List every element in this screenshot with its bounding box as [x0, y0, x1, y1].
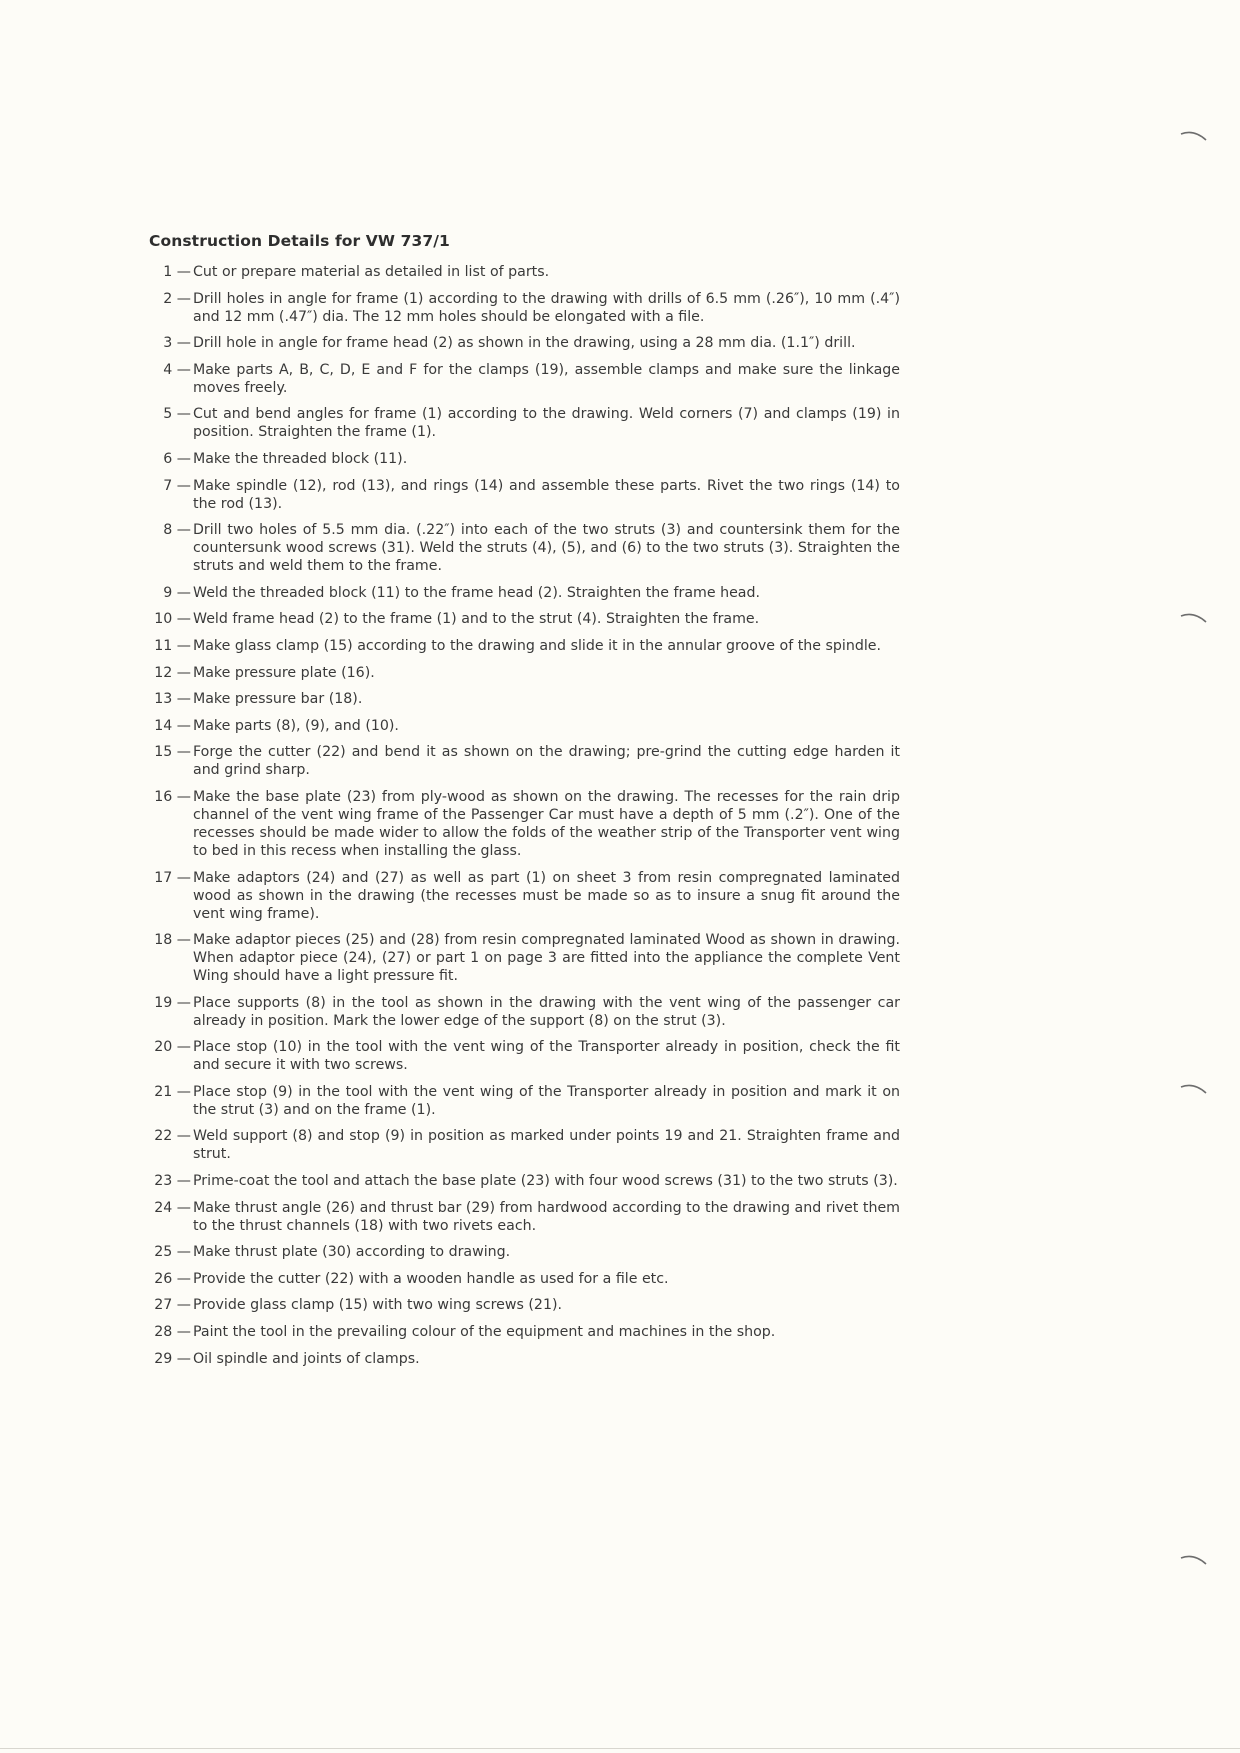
construction-step [140, 584, 900, 602]
step-number: 14 — [154, 717, 191, 734]
step-number: 10 — [154, 611, 191, 628]
binder-hook-mark [1180, 612, 1208, 634]
step-text: Weld support (8) and stop (9) in position as marked under points 19 and 21. Straighten frame and strut. [193, 1128, 900, 1163]
construction-step [140, 1083, 900, 1119]
construction-step [140, 690, 900, 708]
step-number: 6 — [163, 450, 191, 467]
construction-step [140, 290, 900, 326]
binder-hook-mark [1180, 1083, 1208, 1105]
step-number: 11 — [154, 637, 191, 654]
step-number: 7 — [163, 477, 191, 494]
construction-step [140, 788, 900, 860]
step-text: Make the base plate (23) from ply-wood as shown on the drawing. The recesses for the rain drip channel of the vent wing frame of the Passenger Car must have a depth of 5 mm (.2″). One of the recesses should be made wider to allow the folds of the weather strip of the Transporter vent wing to bed in this recess when installing the glass. [193, 788, 900, 859]
construction-step [140, 743, 900, 779]
step-text: Drill holes in angle for frame (1) according to the drawing with drills of 6.5 mm (.26″), 10 mm (.4″) and 12 mm (.47″) dia. The 12 mm holes should be elongated with a file. [193, 290, 900, 325]
construction-steps-list [140, 263, 900, 1376]
step-text: Make parts (8), (9), and (10). [193, 717, 399, 734]
construction-step [140, 664, 900, 682]
construction-step [140, 1270, 900, 1288]
step-number: 3 — [163, 335, 191, 352]
step-text: Place supports (8) in the tool as shown in the drawing with the vent wing of the passenger car already in position. Mark the lower edge of the support (8) on the strut (3). [193, 994, 900, 1029]
construction-step [140, 869, 900, 923]
step-number: 4 — [163, 361, 191, 378]
step-number: 20 — [154, 1039, 191, 1056]
construction-step [140, 263, 900, 281]
step-text: Make spindle (12), rod (13), and rings (14) and assemble these parts. Rivet the two rings (14) to the rod (13). [193, 477, 900, 512]
step-number: 16 — [154, 788, 191, 805]
step-number: 13 — [154, 691, 191, 708]
page-edge-divider [0, 1748, 1240, 1749]
step-number: 24 — [154, 1199, 191, 1216]
step-text: Make the threaded block (11). [193, 450, 408, 467]
step-text: Make pressure bar (18). [193, 691, 363, 708]
step-text: Forge the cutter (22) and bend it as shown on the drawing; pre-grind the cutting edge harden it and grind sharp. [193, 744, 900, 779]
construction-step [140, 1350, 900, 1368]
step-text: Prime-coat the tool and attach the base plate (23) with four wood screws (31) to the two struts (3). [193, 1173, 898, 1190]
step-text: Make thrust angle (26) and thrust bar (29) from hardwood according to the drawing and rivet them to the thrust channels (18) with two rivets each. [193, 1199, 900, 1234]
construction-step [140, 637, 900, 655]
step-number: 23 — [154, 1173, 191, 1190]
step-text: Cut or prepare material as detailed in list of parts. [193, 264, 550, 280]
construction-step [140, 717, 900, 735]
step-number: 17 — [154, 869, 191, 886]
step-number: 26 — [154, 1270, 191, 1287]
step-number: 25 — [154, 1244, 191, 1261]
step-text: Make glass clamp (15) according to the drawing and slide it in the annular groove of the spindle. [193, 637, 882, 654]
step-text: Cut and bend angles for frame (1) according to the drawing. Weld corners (7) and clamps (19) in position. Straighten the frame (1). [193, 406, 900, 441]
construction-step [140, 477, 900, 513]
step-number: 22 — [154, 1128, 191, 1145]
step-text: Place stop (10) in the tool with the vent wing of the Transporter already in position, check the fit and secure it with two screws. [193, 1039, 900, 1074]
construction-step [140, 610, 900, 628]
step-text: Make thrust plate (30) according to drawing. [193, 1244, 511, 1261]
step-number: 29 — [154, 1350, 191, 1367]
step-number: 19 — [154, 994, 191, 1011]
step-number: 21 — [154, 1083, 191, 1100]
step-text: Drill two holes of 5.5 mm dia. (.22″) into each of the two struts (3) and countersink them for the countersunk wood screws (31). Weld the struts (4), (5), and (6) to the two struts (3). Straighten the struts and weld them to the frame. [193, 522, 900, 575]
binder-hook-mark [1180, 1554, 1208, 1576]
step-text: Drill hole in angle for frame head (2) as shown in the drawing, using a 28 mm dia. (1.1″) drill. [193, 335, 856, 352]
document-title: Construction Details for VW 737/1 [149, 232, 450, 250]
construction-step [140, 1038, 900, 1074]
construction-step [140, 931, 900, 985]
step-text: Make parts A, B, C, D, E and F for the clamps (19), assemble clamps and make sure the linkage moves freely. [193, 361, 900, 396]
step-number: 28 — [154, 1324, 191, 1341]
step-number: 5 — [163, 406, 191, 423]
step-text: Oil spindle and joints of clamps. [193, 1350, 420, 1367]
construction-step [140, 1172, 900, 1190]
step-number: 18 — [154, 932, 191, 949]
step-number: 2 — [163, 290, 191, 307]
construction-step [140, 1296, 900, 1314]
construction-step [140, 361, 900, 397]
construction-step [140, 521, 900, 575]
step-text: Provide glass clamp (15) with two wing screws (21). [193, 1297, 563, 1314]
construction-step [140, 1127, 900, 1163]
construction-step [140, 405, 900, 441]
step-number: 27 — [154, 1297, 191, 1314]
step-text: Place stop (9) in the tool with the vent wing of the Transporter already in position and mark it on the strut (3) and on the frame (1). [193, 1083, 900, 1118]
step-text: Weld the threaded block (11) to the frame head (2). Straighten the frame head. [193, 584, 761, 601]
construction-step [140, 994, 900, 1030]
step-text: Make adaptors (24) and (27) as well as part (1) on sheet 3 from resin compregnated laminated wood as shown in the drawing (the recesses must be made so as to insure a snug fit around the vent wing frame). [193, 869, 900, 922]
step-number: 12 — [154, 664, 191, 681]
construction-step [140, 1199, 900, 1235]
step-text: Make pressure plate (16). [193, 664, 375, 681]
construction-step [140, 334, 900, 352]
step-number: 15 — [154, 744, 191, 761]
binder-hook-mark [1180, 130, 1208, 152]
step-text: Make adaptor pieces (25) and (28) from resin compregnated laminated Wood as shown in drawing. When adaptor piece (24), (27) or part 1 on page 3 are fitted into the appliance the complete Vent Wing should have a light pressure fit. [193, 932, 900, 985]
step-text: Paint the tool in the prevailing colour of the equipment and machines in the shop. [193, 1324, 776, 1341]
step-number: 8 — [163, 522, 191, 539]
step-text: Provide the cutter (22) with a wooden handle as used for a file etc. [193, 1270, 669, 1287]
construction-step [140, 450, 900, 468]
step-text: Weld frame head (2) to the frame (1) and to the strut (4). Straighten the frame. [193, 611, 760, 628]
construction-step [140, 1243, 900, 1261]
step-number: 1 — [163, 264, 191, 280]
construction-step [140, 1323, 900, 1341]
step-number: 9 — [163, 584, 191, 601]
